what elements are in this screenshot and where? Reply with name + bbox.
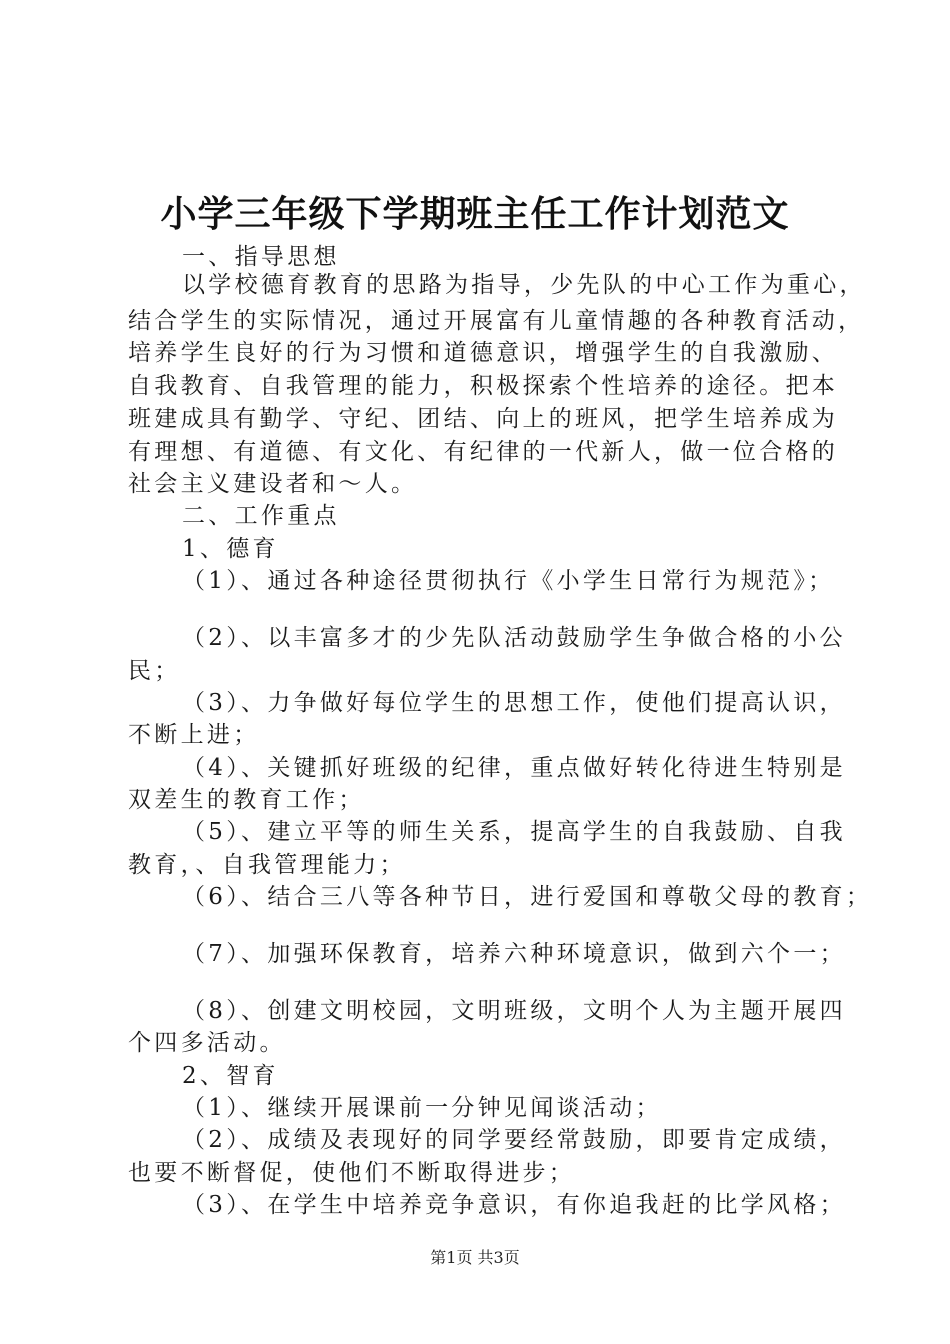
list-item-continuation: 教育，、自我管理能力； <box>128 852 406 878</box>
paragraph-line: 社会主义建设者和～人。 <box>128 471 418 497</box>
paragraph-line: 结合学生的实际情况，通过开展富有儿童情趣的各种教育活动， <box>128 308 865 334</box>
page-footer: 第1页 共3页 <box>430 1248 520 1267</box>
paragraph-line: 培养学生良好的行为习惯和道德意识，增强学生的自我激励、 <box>128 340 839 366</box>
paragraph-line: 自我教育、自我管理的能力，积极探索个性培养的途径。把本 <box>128 373 839 399</box>
heading-guiding-thought: 一、指导思想 <box>182 244 340 270</box>
list-item: （2）、以丰富多才的少先队活动鼓励学生争做合格的小公 <box>182 625 846 651</box>
heading-work-focus: 二、工作重点 <box>182 503 340 529</box>
list-item: （3）、力争做好每位学生的思想工作，使他们提高认识， <box>182 690 846 716</box>
list-item-continuation: 双差生的教育工作； <box>128 787 365 813</box>
list-item: （1）、通过各种途径贯彻执行《小学生日常行为规范》； <box>182 568 835 594</box>
list-item: （3）、在学生中培养竞争意识，有你追我赶的比学风格； <box>182 1192 846 1218</box>
list-item: （1）、继续开展课前一分钟见闻谈活动； <box>182 1095 662 1121</box>
list-item-continuation: 不断上进； <box>128 722 260 748</box>
subheading-moral-education: 1、德育 <box>182 536 279 562</box>
paragraph-line: 班建成具有勤学、守纪、团结、向上的班风，把学生培养成为 <box>128 406 839 432</box>
list-item: （5）、建立平等的师生关系，提高学生的自我鼓励、自我 <box>182 819 846 845</box>
list-item: （8）、创建文明校园，文明班级，文明个人为主题开展四 <box>182 998 846 1024</box>
list-item-continuation: 民； <box>128 658 181 684</box>
list-item: （2）、成绩及表现好的同学要经常鼓励，即要肯定成绩， <box>182 1127 846 1153</box>
list-item-continuation: 也要不断督促，使他们不断取得进步； <box>128 1160 576 1186</box>
document-title: 小学三年级下学期班主任工作计划范文 <box>160 193 790 235</box>
list-item-continuation: 个四多活动。 <box>128 1030 286 1056</box>
paragraph-line: 有理想、有道德、有文化、有纪律的一代新人，做一位合格的 <box>128 439 839 465</box>
paragraph-line: 以学校德育教育的思路为指导，少先队的中心工作为重心， <box>182 272 866 298</box>
list-item: （6）、结合三八等各种节日，进行爱国和尊敬父母的教育； <box>182 884 873 910</box>
list-item: （7）、加强环保教育，培养六种环境意识，做到六个一； <box>182 941 846 967</box>
list-item: （4）、关键抓好班级的纪律，重点做好转化待进生特别是 <box>182 755 846 781</box>
subheading-intellectual-education: 2、智育 <box>182 1063 279 1089</box>
